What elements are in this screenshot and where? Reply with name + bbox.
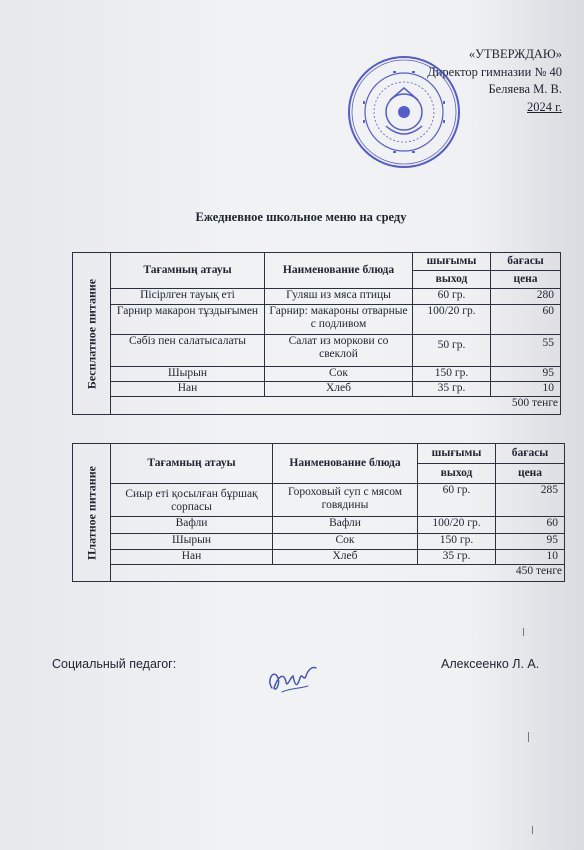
header-price-kz: бағасы <box>491 253 561 271</box>
approval-line-4: 2024 г. <box>527 99 562 114</box>
dish-name-kz: Пісірлген тауық еті <box>111 289 265 305</box>
table-row <box>73 484 565 517</box>
dish-price: 95 <box>496 534 565 550</box>
free-menu-label-cell <box>73 253 111 415</box>
dish-name-kz: Сәбіз пен салатысалаты <box>111 335 265 367</box>
paid-menu-table <box>72 443 565 582</box>
header-name-kz: Тағамның атауы <box>111 444 273 484</box>
table-row <box>73 382 561 397</box>
scan-mark <box>523 628 524 636</box>
dish-yield: 60 гр. <box>413 289 491 305</box>
dish-name-ru: Сок <box>273 534 418 550</box>
scan-mark <box>532 826 533 834</box>
free-menu-total: 500 тенге <box>111 397 561 415</box>
header-yield-ru: выход <box>413 271 491 289</box>
approval-line-1: «УТВЕРЖДАЮ» <box>468 47 562 61</box>
header-price-ru: цена <box>491 271 561 289</box>
document-title: Ежедневное школьное меню на среду <box>195 210 407 224</box>
table-row <box>73 335 561 367</box>
dish-name-ru: Хлеб <box>273 550 418 565</box>
header-name-ru: Наименование блюда <box>273 444 418 484</box>
dish-name-ru: Гуляш из мяса птицы <box>265 289 413 305</box>
dish-name-kz: Сиыр еті қосылған бұршақ сорпасы <box>111 484 273 517</box>
dish-price: 55 <box>491 335 561 367</box>
paid-menu-label: Платное питание <box>84 465 98 560</box>
dish-name-ru: Салат из моркови со свеклой <box>265 335 413 367</box>
header-name-kz: Тағамның атауы <box>111 253 265 289</box>
table-row <box>73 517 565 534</box>
dish-price: 10 <box>496 550 565 565</box>
dish-price: 60 <box>496 517 565 534</box>
dish-yield: 60 гр. <box>418 484 496 517</box>
dish-name-kz: Шырын <box>111 534 273 550</box>
dish-yield: 50 гр. <box>413 335 491 367</box>
dish-yield: 100/20 гр. <box>418 517 496 534</box>
dish-name-ru: Гороховый суп с мясом говядины <box>273 484 418 517</box>
table-row <box>73 367 561 382</box>
dish-price: 280 <box>491 289 561 305</box>
header-name-ru: Наименование блюда <box>265 253 413 289</box>
approval-line-3: Беляева М. В. <box>488 82 562 96</box>
free-menu-label: Бесплатное питание <box>84 278 98 389</box>
scan-mark <box>528 732 529 742</box>
free-menu-table <box>72 252 561 415</box>
table-row <box>73 534 565 550</box>
dish-name-kz: Гарнир макарон тұздығымен <box>111 305 265 335</box>
dish-name-ru: Сок <box>265 367 413 382</box>
dish-yield: 35 гр. <box>418 550 496 565</box>
dish-yield: 100/20 гр. <box>413 305 491 335</box>
header-yield-kz: шығымы <box>418 444 496 464</box>
table-row <box>73 550 565 565</box>
dish-yield: 150 гр. <box>418 534 496 550</box>
social-pedagogue-label: Социальный педагог: <box>52 657 177 671</box>
dish-name-ru: Хлеб <box>265 382 413 397</box>
table-row <box>73 305 561 335</box>
official-stamp-icon <box>346 54 462 170</box>
dish-name-ru: Гарнир: макароны отварные с подливом <box>265 305 413 335</box>
dish-price: 285 <box>496 484 565 517</box>
dish-price: 10 <box>491 382 561 397</box>
dish-price: 95 <box>491 367 561 382</box>
header-yield-ru: выход <box>418 464 496 484</box>
dish-yield: 150 гр. <box>413 367 491 382</box>
dish-name-kz: Нан <box>111 382 265 397</box>
dish-name-kz: Шырын <box>111 367 265 382</box>
header-price-ru: цена <box>496 464 565 484</box>
dish-name-kz: Нан <box>111 550 273 565</box>
handwritten-signature-icon <box>262 658 322 698</box>
dish-yield: 35 гр. <box>413 382 491 397</box>
paid-menu-label-cell <box>73 444 111 582</box>
table-row <box>73 289 561 305</box>
approval-line-2: Директор гимназии № 40 <box>427 64 562 79</box>
dish-name-ru: Вафли <box>273 517 418 534</box>
dish-name-kz: Вафли <box>111 517 273 534</box>
social-pedagogue-name: Алексеенко Л. А. <box>441 657 540 671</box>
dish-price: 60 <box>491 305 561 335</box>
header-price-kz: бағасы <box>496 444 565 464</box>
header-yield-kz: шығымы <box>413 253 491 271</box>
paid-menu-total: 450 тенге <box>111 565 565 582</box>
